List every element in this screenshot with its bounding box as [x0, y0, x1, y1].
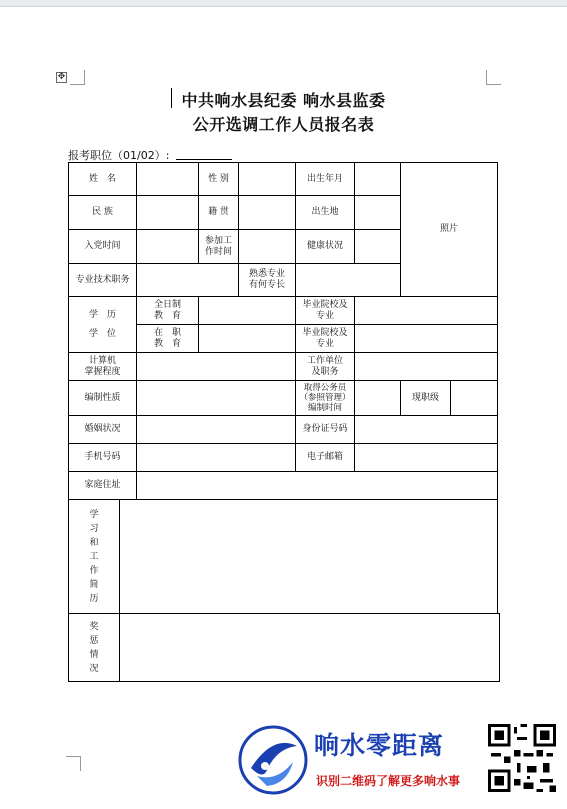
- input-fulltime-school-major[interactable]: [354, 296, 498, 325]
- label-resume: [68, 499, 120, 614]
- input-marital-status[interactable]: [136, 415, 296, 444]
- label-computer-line-1: 计算机: [88, 355, 116, 366]
- document-top-bar: [0, 0, 567, 7]
- label-education: 学 历: [88, 309, 116, 320]
- brand-logo-emblem-icon: [237, 724, 309, 796]
- label-degree: 学 位: [88, 328, 116, 339]
- label-gender: 性 别: [198, 162, 239, 196]
- input-party-join-date[interactable]: [136, 229, 199, 264]
- label-computer-skill: [68, 352, 137, 381]
- label-awards-char: 情: [89, 649, 99, 660]
- input-awards[interactable]: [119, 613, 500, 682]
- label-tech-title: 专业技术职务: [68, 263, 137, 297]
- page-corner-mark-bottom-left: [66, 756, 81, 771]
- text-cursor: [171, 88, 172, 108]
- input-computer-skill[interactable]: [136, 352, 296, 381]
- label-work-unit-line-2: 及职务: [311, 366, 339, 377]
- label-id-number: 身份证号码: [295, 415, 355, 444]
- label-work-unit-line-1: 工作单位: [306, 355, 343, 366]
- input-work-unit[interactable]: [354, 352, 498, 381]
- position-label: 报考职位（01/02）:: [68, 149, 170, 162]
- qr-code-icon: [488, 724, 556, 792]
- label-specialty-line-1: 熟悉专业: [248, 269, 285, 279]
- input-staffing[interactable]: [136, 380, 296, 416]
- form-title-line-2: 公开选调工作人员报名表: [192, 115, 375, 134]
- input-email[interactable]: [354, 443, 498, 472]
- input-address[interactable]: [136, 471, 498, 500]
- label-resume-char: 历: [89, 593, 99, 604]
- label-birth-date: 出生年月: [295, 162, 355, 196]
- label-parttime-education: [136, 324, 199, 353]
- label-native-place: 籍 贯: [198, 195, 239, 230]
- label-school-major-b-line-2: 专业: [315, 338, 334, 349]
- label-school-major-line-2: 专业: [315, 310, 334, 321]
- label-address: 家庭住址: [68, 471, 137, 500]
- label-health: 健康状况: [295, 229, 355, 264]
- label-resume-char: 作: [89, 565, 99, 576]
- input-gender[interactable]: [238, 162, 296, 196]
- label-fulltime-line-1: 全日制: [153, 299, 181, 310]
- label-ethnicity: 民 族: [68, 195, 137, 230]
- label-awards: [68, 613, 120, 682]
- label-resume-char: 和: [89, 537, 99, 548]
- input-id-number[interactable]: [354, 415, 498, 444]
- label-fulltime-education: [136, 296, 199, 325]
- label-school-major-line-1: 毕业院校及: [302, 299, 348, 310]
- label-civil-line-3: 编制时间: [307, 403, 342, 413]
- brand-name: 响水零距离: [314, 731, 445, 760]
- input-specialty[interactable]: [295, 263, 401, 297]
- label-fulltime-school-major: [295, 296, 355, 325]
- label-email: 电子邮箱: [295, 443, 355, 472]
- label-resume-char: 工: [89, 551, 99, 562]
- label-civil-servant-date: [295, 380, 355, 416]
- input-civil-servant-date[interactable]: [354, 380, 401, 416]
- label-name: 姓 名: [68, 162, 137, 196]
- label-awards-char: 惩: [89, 635, 99, 646]
- label-parttime-line-1: 在 职: [153, 327, 181, 338]
- input-birthplace[interactable]: [354, 195, 401, 230]
- label-awards-char: 奖: [89, 621, 99, 632]
- input-resume[interactable]: [119, 499, 498, 614]
- label-staffing: 编制性质: [68, 380, 137, 416]
- input-current-rank[interactable]: [450, 380, 498, 416]
- input-parttime-school-major[interactable]: [354, 324, 498, 353]
- input-birth-date[interactable]: [354, 162, 401, 196]
- label-education-degree: [68, 296, 137, 353]
- position-input-line[interactable]: [176, 159, 232, 160]
- label-marital-status: 婚姻状况: [68, 415, 137, 444]
- input-parttime-education[interactable]: [198, 324, 296, 353]
- label-party-join-date: 入党时间: [68, 229, 137, 264]
- label-fulltime-line-2: 教 育: [153, 310, 181, 321]
- input-fulltime-education[interactable]: [198, 296, 296, 325]
- label-awards-char: 况: [89, 663, 99, 674]
- brand-tagline: 识别二维码了解更多响水事: [316, 774, 461, 788]
- photo-box[interactable]: 照片: [400, 162, 498, 297]
- form-title-line-1: 中共响水县纪委 响水县监委: [181, 91, 386, 110]
- label-resume-char: 学: [89, 509, 99, 520]
- label-civil-line-2: （参照管理）: [299, 393, 351, 403]
- label-school-major-b-line-1: 毕业院校及: [302, 327, 348, 338]
- label-resume-char: 习: [89, 523, 99, 534]
- label-birthplace: 出生地: [295, 195, 355, 230]
- label-work-unit: [295, 352, 355, 381]
- label-parttime-line-2: 教 育: [153, 338, 181, 349]
- label-current-rank: 现职级: [400, 380, 451, 416]
- input-tech-title[interactable]: [136, 263, 239, 297]
- input-health[interactable]: [354, 229, 401, 264]
- label-resume-char: 简: [89, 579, 99, 590]
- input-work-start-date[interactable]: [238, 229, 296, 264]
- page-corner-mark-top-left: [70, 70, 85, 85]
- input-native-place[interactable]: [238, 195, 296, 230]
- input-name[interactable]: [136, 162, 199, 196]
- label-specialty: [238, 263, 296, 297]
- label-work-start-line-2: 作时间: [204, 246, 232, 257]
- label-specialty-line-2: 有何专长: [248, 280, 285, 290]
- input-ethnicity[interactable]: [136, 195, 199, 230]
- label-work-start-date: [198, 229, 239, 264]
- label-phone: 手机号码: [68, 443, 137, 472]
- page-corner-mark-top-right: [486, 70, 501, 85]
- label-computer-line-2: 掌握程度: [84, 366, 121, 377]
- input-phone[interactable]: [136, 443, 296, 472]
- label-work-start-line-1: 参加工: [204, 235, 232, 246]
- label-parttime-school-major: [295, 324, 355, 353]
- table-move-handle-icon[interactable]: ✥: [57, 72, 66, 82]
- label-civil-line-1: 取得公务员: [303, 383, 347, 393]
